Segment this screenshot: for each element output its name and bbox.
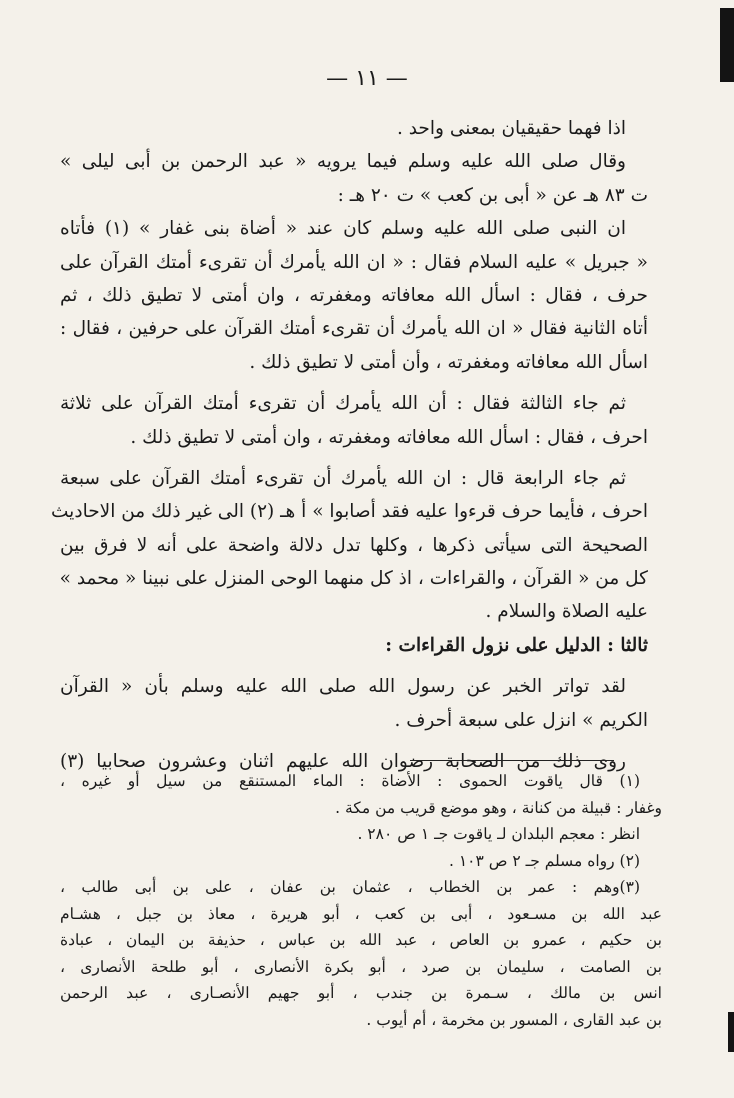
text-line: روى ذلك من الصحابة رضوان الله عليهم اثنان وعشرون صحابيا (٣) [60,751,626,773]
paragraph-gap [60,379,648,387]
footnote-line: (٣)وهم : عمر بن الخطاب ، عثمان بن عفان ، على بن أبى طالب ، [60,878,640,896]
text-line: احرف ، فقال : اسأل الله معافاته ومغفرته ، وان أمتى لا تطيق ذلك . [130,426,648,448]
text-line: الصحيحة التى سيأتى ذكرها ، وكلها تدل دلالة واضحة على أنه لا فرق بين [60,534,648,556]
text-line: اسأل الله معافاته ومغفرته ، وأن أمتى لا تطيق ذلك . [249,351,648,373]
footnote-line: بن حكيم ، عمرو بن العاص ، عبد الله بن عباس ، حذيفة بن اليمان ، عبادة [60,931,662,949]
footnote-line: انظر : معجم البلدان لـ ياقوت جـ ١ ص ٢٨٠ . [357,825,640,843]
footnote-line: وغفار : قبيلة من كنانة ، وهو موضع قريب من مكة . [335,798,662,817]
text-line: اذا فهما حقيقيان بمعنى واحد . [396,118,626,139]
main-text [51,112,648,778]
text-line: ت ٨٣ هـ عن « أبى بن كعب » ت ٢٠ هـ : [337,184,648,206]
paragraph-gap [60,454,648,462]
footnote-line: (٢) رواه مسلم جـ ٢ ص ١٠٣ . [448,851,640,870]
paragraph-gap [60,662,648,670]
footnote-line: (١) قال ياقوت الحموى : الأضاة : الماء المستنقع من سيل أو غيره ، [60,772,640,790]
footnote-line: انس بن مالك ، سـمرة بن جندب ، أبو جهيم الأنصـارى ، عبد الرحمن [60,984,662,1002]
text-line: كل من « القرآن ، والقراءات ، اذ كل منهما الوحى المنزل على نبينا « محمد » [59,568,648,590]
text-line: وقال صلى الله عليه وسلم فيما يرويه « عبد الرحمن بن أبى ليلى » [60,151,626,173]
text-line: احرف ، فأيما حرف قرءوا عليه فقد أصابوا » أ هـ (٢) الى غير ذلك من الاحاديث [51,501,648,523]
scan-edge-mark-bottom [728,1012,734,1052]
text-line: الكريم » انزل على سبعة أحرف . [394,709,648,731]
footnote-line: بن الصامت ، سليمان بن صرد ، أبو بكرة الأنصارى ، أبو طلحة الأنصارى ، [60,957,662,976]
footnotes [60,768,662,1033]
text-line: لقد تواتر الخبر عن رسول الله صلى الله عليه وسلم بأن « القرآن [60,676,626,698]
section-heading: ثالثا : الدليل على نزول القراءات : [385,634,648,656]
text-line: أتاه الثانية فقال « ان الله يأمرك أن تقرىء أمتك القرآن على حرفين ، فقال : [60,318,648,340]
text-line: « جبريل » عليه السلام فقال : « ان الله يأمرك أن تقرىء أمتك القرآن على [60,251,648,273]
text-line: عليه الصلاة والسلام . [485,601,648,623]
page-number: — ١١ — [326,66,408,91]
footnote-line: عبد الله بن مسـعود ، أبى بن كعب ، أبو هريرة ، معاذ بن جبل ، هشـام [60,904,662,923]
footnote-line: بن عبد القارى ، المسور بن مخرمة ، أم أيوب . [366,1010,662,1029]
text-line: حرف ، فقال : اسأل الله معافاته ومغفرته ، وان أمتى لا تطيق ذلك ، ثم [60,284,648,306]
text-line: ثم جاء الثالثة فقال : أن الله يأمرك أن تقرىء أمتك القرآن على ثلاثة [60,393,626,415]
text-line: ثم جاء الرابعة قال : ان الله يأمرك أن تقرىء أمتك القرآن على سبعة [60,467,626,489]
text-line: ان النبى صلى الله عليه وسلم كان عند « أضاة بنى غفار » (١) فأتاه [60,218,627,240]
footnote-separator [410,760,614,761]
paragraph-gap [60,737,648,745]
